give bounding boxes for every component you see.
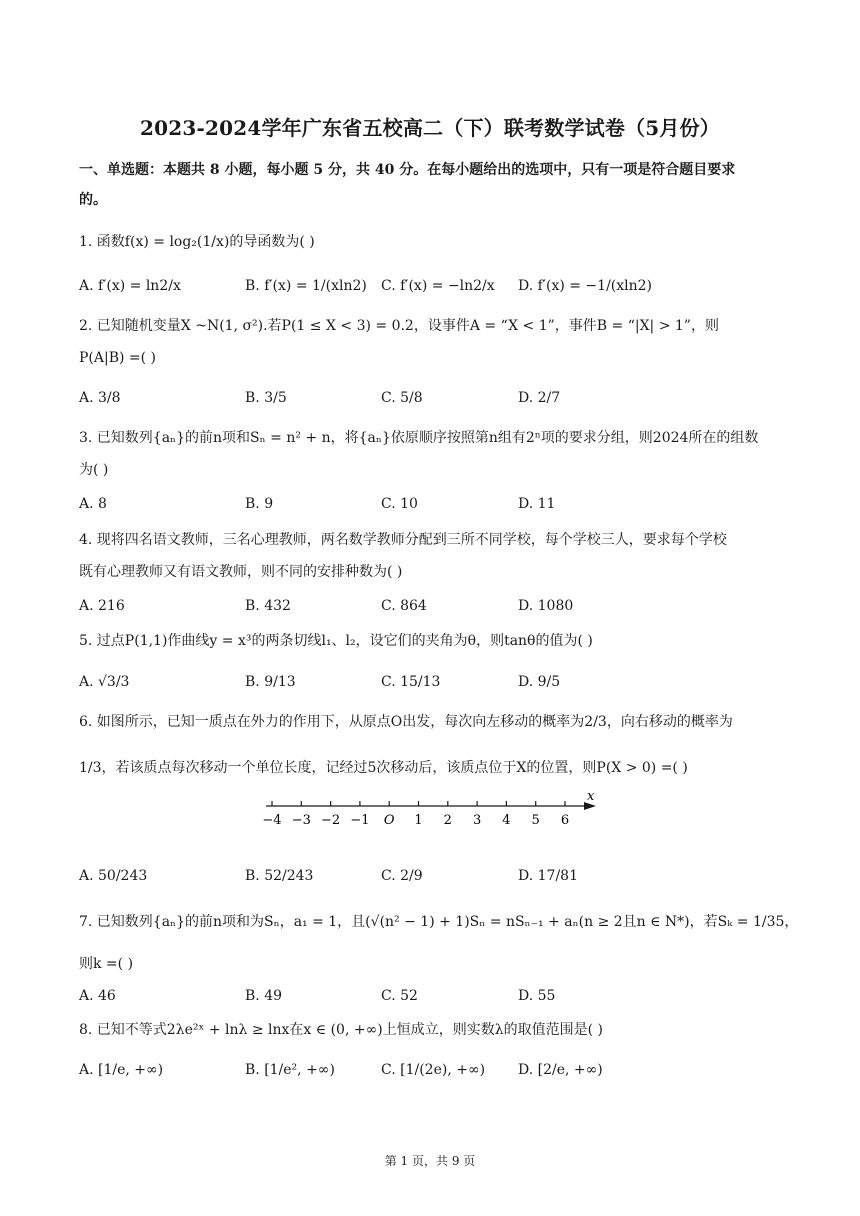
question-1-option-b: B. f′(x) = 1/(xln2) (245, 278, 367, 294)
question-2-option-b: B. 3/5 (245, 390, 287, 406)
question-1-option-d: D. f′(x) = −1/(xln2) (518, 278, 653, 294)
question-3-stem-line2: 为( ) (79, 462, 109, 478)
number-line-tick-label: 5 (531, 813, 540, 828)
question-4-stem-line1: 4. 现将四名语文教师，三名心理教师，两名数学教师分配到三所不同学校，每个学校三人，要求每个学校 (79, 532, 727, 548)
question-7-stem-line2: 则k =( ) (79, 956, 134, 972)
question-2-stem-line1: 2. 已知随机变量X ~N(1, σ²).若P(1 ≤ X < 3) = 0.2，设事件A = “X < 1”，事件B = “|X| > 1”，则 (79, 318, 719, 334)
question-2-option-d: D. 2/7 (518, 390, 561, 406)
number-line-tick-label: 4 (502, 813, 511, 828)
question-8-option-c: C. [1/(2e), +∞) (381, 1062, 486, 1078)
number-line-axis-label: x (587, 792, 595, 804)
question-5-option-a: A. √3/3 (79, 674, 130, 690)
question-4-option-b: B. 432 (245, 598, 291, 614)
question-6-stem-line1: 6. 如图所示，已知一质点在外力的作用下，从原点O出发，每次向左移动的概率为2/3，向右移动的概率为 (79, 714, 733, 730)
number-line-tick-label: −1 (350, 813, 370, 828)
number-line-tick-label: 2 (443, 813, 452, 828)
question-6-option-c: C. 2/9 (381, 868, 423, 884)
question-7-stem-line1: 7. 已知数列{aₙ}的前n项和为Sₙ，a₁ = 1，且(√(n² − 1) + 1)Sₙ = nSₙ₋₁ + aₙ(n ≥ 2且n ∈ N*)，若Sₖ = 1/35， (79, 914, 799, 930)
question-3-option-c: C. 10 (381, 496, 418, 512)
question-1-option-c: C. f′(x) = −ln2/x (381, 278, 495, 294)
number-line-tick-label: −4 (262, 813, 282, 828)
question-6-option-b: B. 52/243 (245, 868, 314, 884)
question-1-stem: 1. 函数f(x) = log₂(1/x)的导函数为( ) (79, 234, 315, 250)
question-2-option-c: C. 5/8 (381, 390, 423, 406)
question-2-stem-line2: P(A|B) =( ) (79, 350, 157, 366)
number-line-tick-label: 3 (472, 813, 482, 828)
question-6-option-a: A. 50/243 (79, 868, 148, 884)
question-1-option-a: A. f′(x) = ln2/x (79, 278, 181, 294)
number-line-figure (262, 792, 602, 832)
question-5-option-b: B. 9/13 (245, 674, 296, 690)
question-8-option-a: A. [1/e, +∞) (79, 1062, 164, 1078)
question-3-option-b: B. 9 (245, 496, 274, 512)
question-7-option-d: D. 55 (518, 988, 556, 1004)
question-3-option-a: A. 8 (79, 496, 107, 512)
question-3-stem-line1: 3. 已知数列{aₙ}的前n项和Sₙ = n² + n，将{aₙ}依原顺序按照第n组有2ⁿ项的要求分组，则2024所在的组数 (79, 430, 759, 446)
question-7-option-b: B. 49 (245, 988, 283, 1004)
question-2-option-a: A. 3/8 (79, 390, 121, 406)
question-4-option-c: C. 864 (381, 598, 427, 614)
question-8-option-d: D. [2/e, +∞) (518, 1062, 603, 1078)
number-line-tick-label: 1 (414, 813, 423, 828)
number-line-tick-label: −2 (321, 813, 341, 828)
question-3-option-d: D. 11 (518, 496, 556, 512)
page-footer: 第 1 页，共 9 页 (384, 1154, 476, 1168)
question-6-option-d: D. 17/81 (518, 868, 578, 884)
question-4-option-d: D. 1080 (518, 598, 574, 614)
question-4-option-a: A. 216 (79, 598, 125, 614)
section-heading-line1: 一、单选题：本题共 8 小题，每小题 5 分，共 40 分。在每小题给出的选项中，只有一项是符合题目要求 (79, 162, 736, 178)
question-5-option-c: C. 15/13 (381, 674, 441, 690)
question-7-option-c: C. 52 (381, 988, 418, 1004)
number-line-tick-label: O (383, 813, 395, 828)
question-8-stem: 8. 已知不等式2λe²ˣ + lnλ ≥ lnx在x ∈ (0, +∞)上恒成立，则实数λ的取值范围是( ) (79, 1022, 603, 1038)
question-5-option-d: D. 9/5 (518, 674, 561, 690)
number-line-ticks (262, 801, 569, 828)
section-heading-line2: 的。 (79, 192, 107, 208)
number-line-tick-label: −3 (291, 813, 311, 828)
question-8-option-b: B. [1/e², +∞) (245, 1062, 335, 1078)
question-4-stem-line2: 既有心理教师又有语文教师，则不同的安排种数为( ) (79, 564, 403, 580)
question-7-option-a: A. 46 (79, 988, 116, 1004)
question-5-stem: 5. 过点P(1,1)作曲线y = x³的两条切线l₁、l₂，设它们的夹角为θ，则tanθ的值为( ) (79, 633, 593, 649)
page-title: 2023-2024学年广东省五校高二（下）联考数学试卷（5月份） (140, 116, 720, 140)
question-6-stem-line2: 1/3，若该质点每次移动一个单位长度，记经过5次移动后，该质点位于X的位置，则P(X > 0) =( ) (79, 760, 688, 776)
number-line-tick-label: 6 (560, 813, 570, 828)
